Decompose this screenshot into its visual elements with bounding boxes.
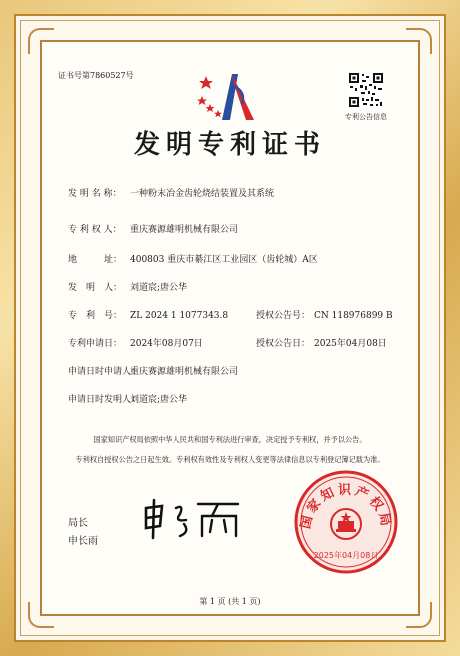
qr-label: 专利公告信息 <box>345 113 387 121</box>
applicant-value: 重庆赛源雄明机械有限公司 <box>130 367 239 377</box>
publication-number-label: 授权公告号： <box>256 311 311 321</box>
field-patent-number <box>68 308 228 321</box>
field-publication-number <box>256 308 393 321</box>
patent-number-label: 专 利 号： <box>68 311 123 321</box>
address-label: 地 址： <box>68 255 123 265</box>
corner-ornament <box>406 28 432 54</box>
seal-date: 2025年04月08日 <box>313 551 379 560</box>
filing-date-value: 2024年08月07日 <box>130 339 203 349</box>
inventor-value: 刘道宸;唐公华 <box>130 283 188 293</box>
cnipa-logo <box>196 68 262 124</box>
field-applicant-inventor <box>68 392 187 405</box>
field-address <box>68 252 318 265</box>
field-applicant <box>68 364 238 377</box>
seal-text: 国家知识产权局 <box>298 483 394 531</box>
field-patentee <box>68 222 238 235</box>
patentee-label: 专 利 权 人： <box>68 225 122 235</box>
official-seal <box>292 468 400 576</box>
patent-number-value: ZL 2024 1 1077343.8 <box>130 311 229 321</box>
invention-name-label: 发 明 名 称： <box>68 189 122 199</box>
signature-name: 申长雨 <box>68 536 98 547</box>
field-publication-date <box>256 336 387 349</box>
certificate-number: 证书号第7860527号 <box>58 71 134 80</box>
publication-date-value: 2025年04月08日 <box>314 339 387 349</box>
statement-line-1: 国家知识产权局依照中华人民共和国专利法进行审查，决定授予专利权，并予以公告。 <box>93 435 367 444</box>
filing-date-label: 专利申请日： <box>68 339 123 349</box>
inventor-label: 发 明 人： <box>68 283 123 293</box>
applicant-label: 申请日时申请人： <box>68 367 141 377</box>
publication-date-label: 授权公告日： <box>256 339 311 349</box>
address-value: 400803 重庆市綦江区工业园区（齿轮城）A区 <box>130 255 318 265</box>
statement-line-2: 专利权自授权公告之日起生效。专利权有效性及专利权人变更等法律信息以专利登记簿记载为准。 <box>75 455 385 464</box>
applicant-inventor-value: 刘道宸;唐公华 <box>130 395 188 405</box>
corner-ornament <box>28 28 54 54</box>
field-filing-date <box>68 336 203 349</box>
qr-code[interactable] <box>348 72 384 108</box>
certificate-title: 发明专利证书 <box>133 130 326 160</box>
field-invention-name <box>68 186 274 199</box>
handwritten-signature <box>140 496 250 540</box>
invention-name-value: 一种粉末冶金齿轮烧结装置及其系统 <box>130 189 275 199</box>
signature-title: 局长 <box>68 518 88 529</box>
page-number: 第 1 页 (共 1 页) <box>199 597 261 606</box>
patentee-value: 重庆赛源雄明机械有限公司 <box>130 225 239 235</box>
field-inventor <box>68 280 187 293</box>
applicant-inventor-label: 申请日时发明人： <box>68 395 141 405</box>
publication-number-value: CN 118976899 B <box>314 311 393 321</box>
